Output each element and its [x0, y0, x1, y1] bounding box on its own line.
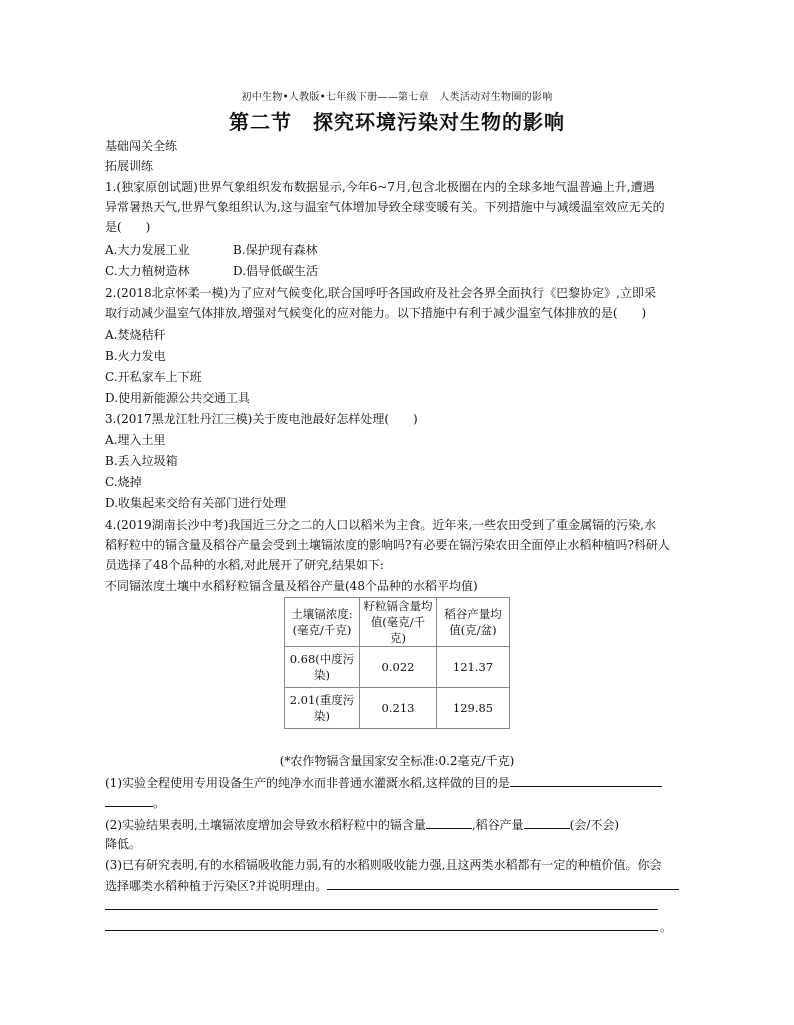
q4-part3-end: 。 [660, 920, 673, 934]
safety-standard-note: (*农作物镉含量国家安全标准:0.2毫克/千克) [279, 754, 515, 768]
page-title: 第二节 探究环境污染对生物的影响 [229, 110, 565, 134]
page-header: 初中生物•人教版•七年级下册——第七章 人类活动对生物圈的影响 [241, 92, 553, 103]
q2-option-a: A.焚烧秸秆 [105, 328, 166, 342]
q1-option-d: D.倡导低碳生活 [233, 264, 319, 278]
answer-blank[interactable] [327, 877, 679, 890]
q4-part1-end: 。 [153, 796, 166, 810]
table-row [285, 647, 510, 688]
table-cell: 121.37 [437, 647, 510, 688]
section-heading-basic: 基础闯关全练 [105, 139, 178, 153]
table-caption: 不同镉浓度土壤中水稻籽粒镉含量及稻谷产量(48个品种的水稻平均值) [105, 579, 478, 593]
q3-option-b: B.丢入垃圾箱 [105, 454, 178, 468]
table-row [285, 688, 510, 729]
q1-option-c: C.大力植树造林 [105, 264, 190, 278]
q4-part3-line2 [105, 877, 679, 894]
q4-part2-continued: 降低。 [105, 837, 142, 851]
table-cell: 129.85 [437, 688, 510, 729]
q4-part1-continued [105, 794, 165, 811]
q4-stem-line1: 4.(2019湖南长沙中考)我国近三分之二的人口以稻米为主食。近年来,一些农田受到了重金属镉的污染,水 [105, 518, 656, 532]
table-cell: 0.68(中度污染) [285, 647, 360, 688]
q3-option-a: A.埋入土里 [105, 433, 166, 447]
answer-blank[interactable] [524, 816, 570, 829]
answer-blank[interactable] [426, 816, 472, 829]
cadmium-data-table [284, 597, 510, 729]
table-header-cell: 土壤镉浓度:(毫克/千克) [285, 598, 360, 647]
q3-option-d: D.收集起来交给有关部门进行处理 [105, 496, 287, 510]
q1-stem-line3: 是( ) [105, 220, 151, 234]
q1-option-b: B.保护现有森林 [233, 243, 318, 257]
table-header-row [285, 598, 510, 647]
answer-line[interactable] [105, 929, 658, 931]
q4-stem-line2: 稻籽粒中的镉含量及稻谷产量会受到土壤镉浓度的影响吗?有必要在镉污染农田全面停止水稻种植吗?科研人 [105, 538, 670, 552]
section-heading-extension: 拓展训练 [105, 159, 154, 173]
q4-part2-text-b: ,稻谷产量 [471, 818, 524, 832]
answer-line[interactable] [105, 908, 658, 910]
answer-blank[interactable] [510, 774, 662, 787]
q1-stem-line2: 异常暑热天气,世界气象组织认为,这与温室气体增加导致全球变暖有关。下列措施中与减缓温室效应无关的 [105, 200, 665, 214]
q4-part3-text: 选择哪类水稻种植于污染区?并说明理由。 [105, 879, 328, 893]
q4-part1-text: (1)实验全程使用专用设备生产的纯净水而非普通水灌溉水稻,这样做的目的是 [105, 776, 510, 790]
answer-blank[interactable] [105, 794, 153, 807]
q2-stem-line2: 取行动减少温室气体排放,增强对气候变化的应对能力。以下措施中有利于减少温室气体排放的是( ) [105, 306, 647, 320]
table-cell: 0.022 [360, 647, 437, 688]
q2-stem-line1: 2.(2018北京怀柔一模)为了应对气候变化,联合国呼吁各国政府及社会各界全面执行《巴黎协定》,立即采 [105, 286, 656, 300]
q4-part2 [105, 816, 619, 833]
table-header-cell: 稻谷产量均值(克/盆) [437, 598, 510, 647]
q2-option-c: C.开私家车上下班 [105, 370, 202, 384]
table-cell: 0.213 [360, 688, 437, 729]
q1-option-a: A.大力发展工业 [105, 243, 190, 257]
q3-option-c: C.烧掉 [105, 475, 142, 489]
table-header-cell: 籽粒镉含量均值(毫克/千克) [360, 598, 437, 647]
q4-stem-line3: 员选择了48个品种的水稻,对此展开了研究,结果如下: [105, 558, 384, 572]
q4-part1 [105, 774, 662, 791]
q4-part2-text-a: (2)实验结果表明,土壤镉浓度增加会导致水稻籽粒中的镉含量 [105, 818, 426, 832]
q4-part3-line1: (3)已有研究表明,有的水稻镉吸收能力弱,有的水稻则吸收能力强,且这两类水稻都有一定的种植价值。你会 [105, 858, 662, 872]
q2-option-d: D.使用新能源公共交通工具 [105, 391, 251, 405]
q2-option-b: B.火力发电 [105, 349, 166, 363]
q4-part2-text-c: (会/不会) [569, 818, 620, 832]
table-cell: 2.01(重度污染) [285, 688, 360, 729]
q3-stem: 3.(2017黑龙江牡丹江三模)关于废电池最好怎样处理( ) [105, 412, 418, 426]
q1-stem-line1: 1.(独家原创试题)世界气象组织发布数据显示,今年6~7月,包含北极圈在内的全球多地气温普遍上升,遭遇 [105, 180, 655, 194]
